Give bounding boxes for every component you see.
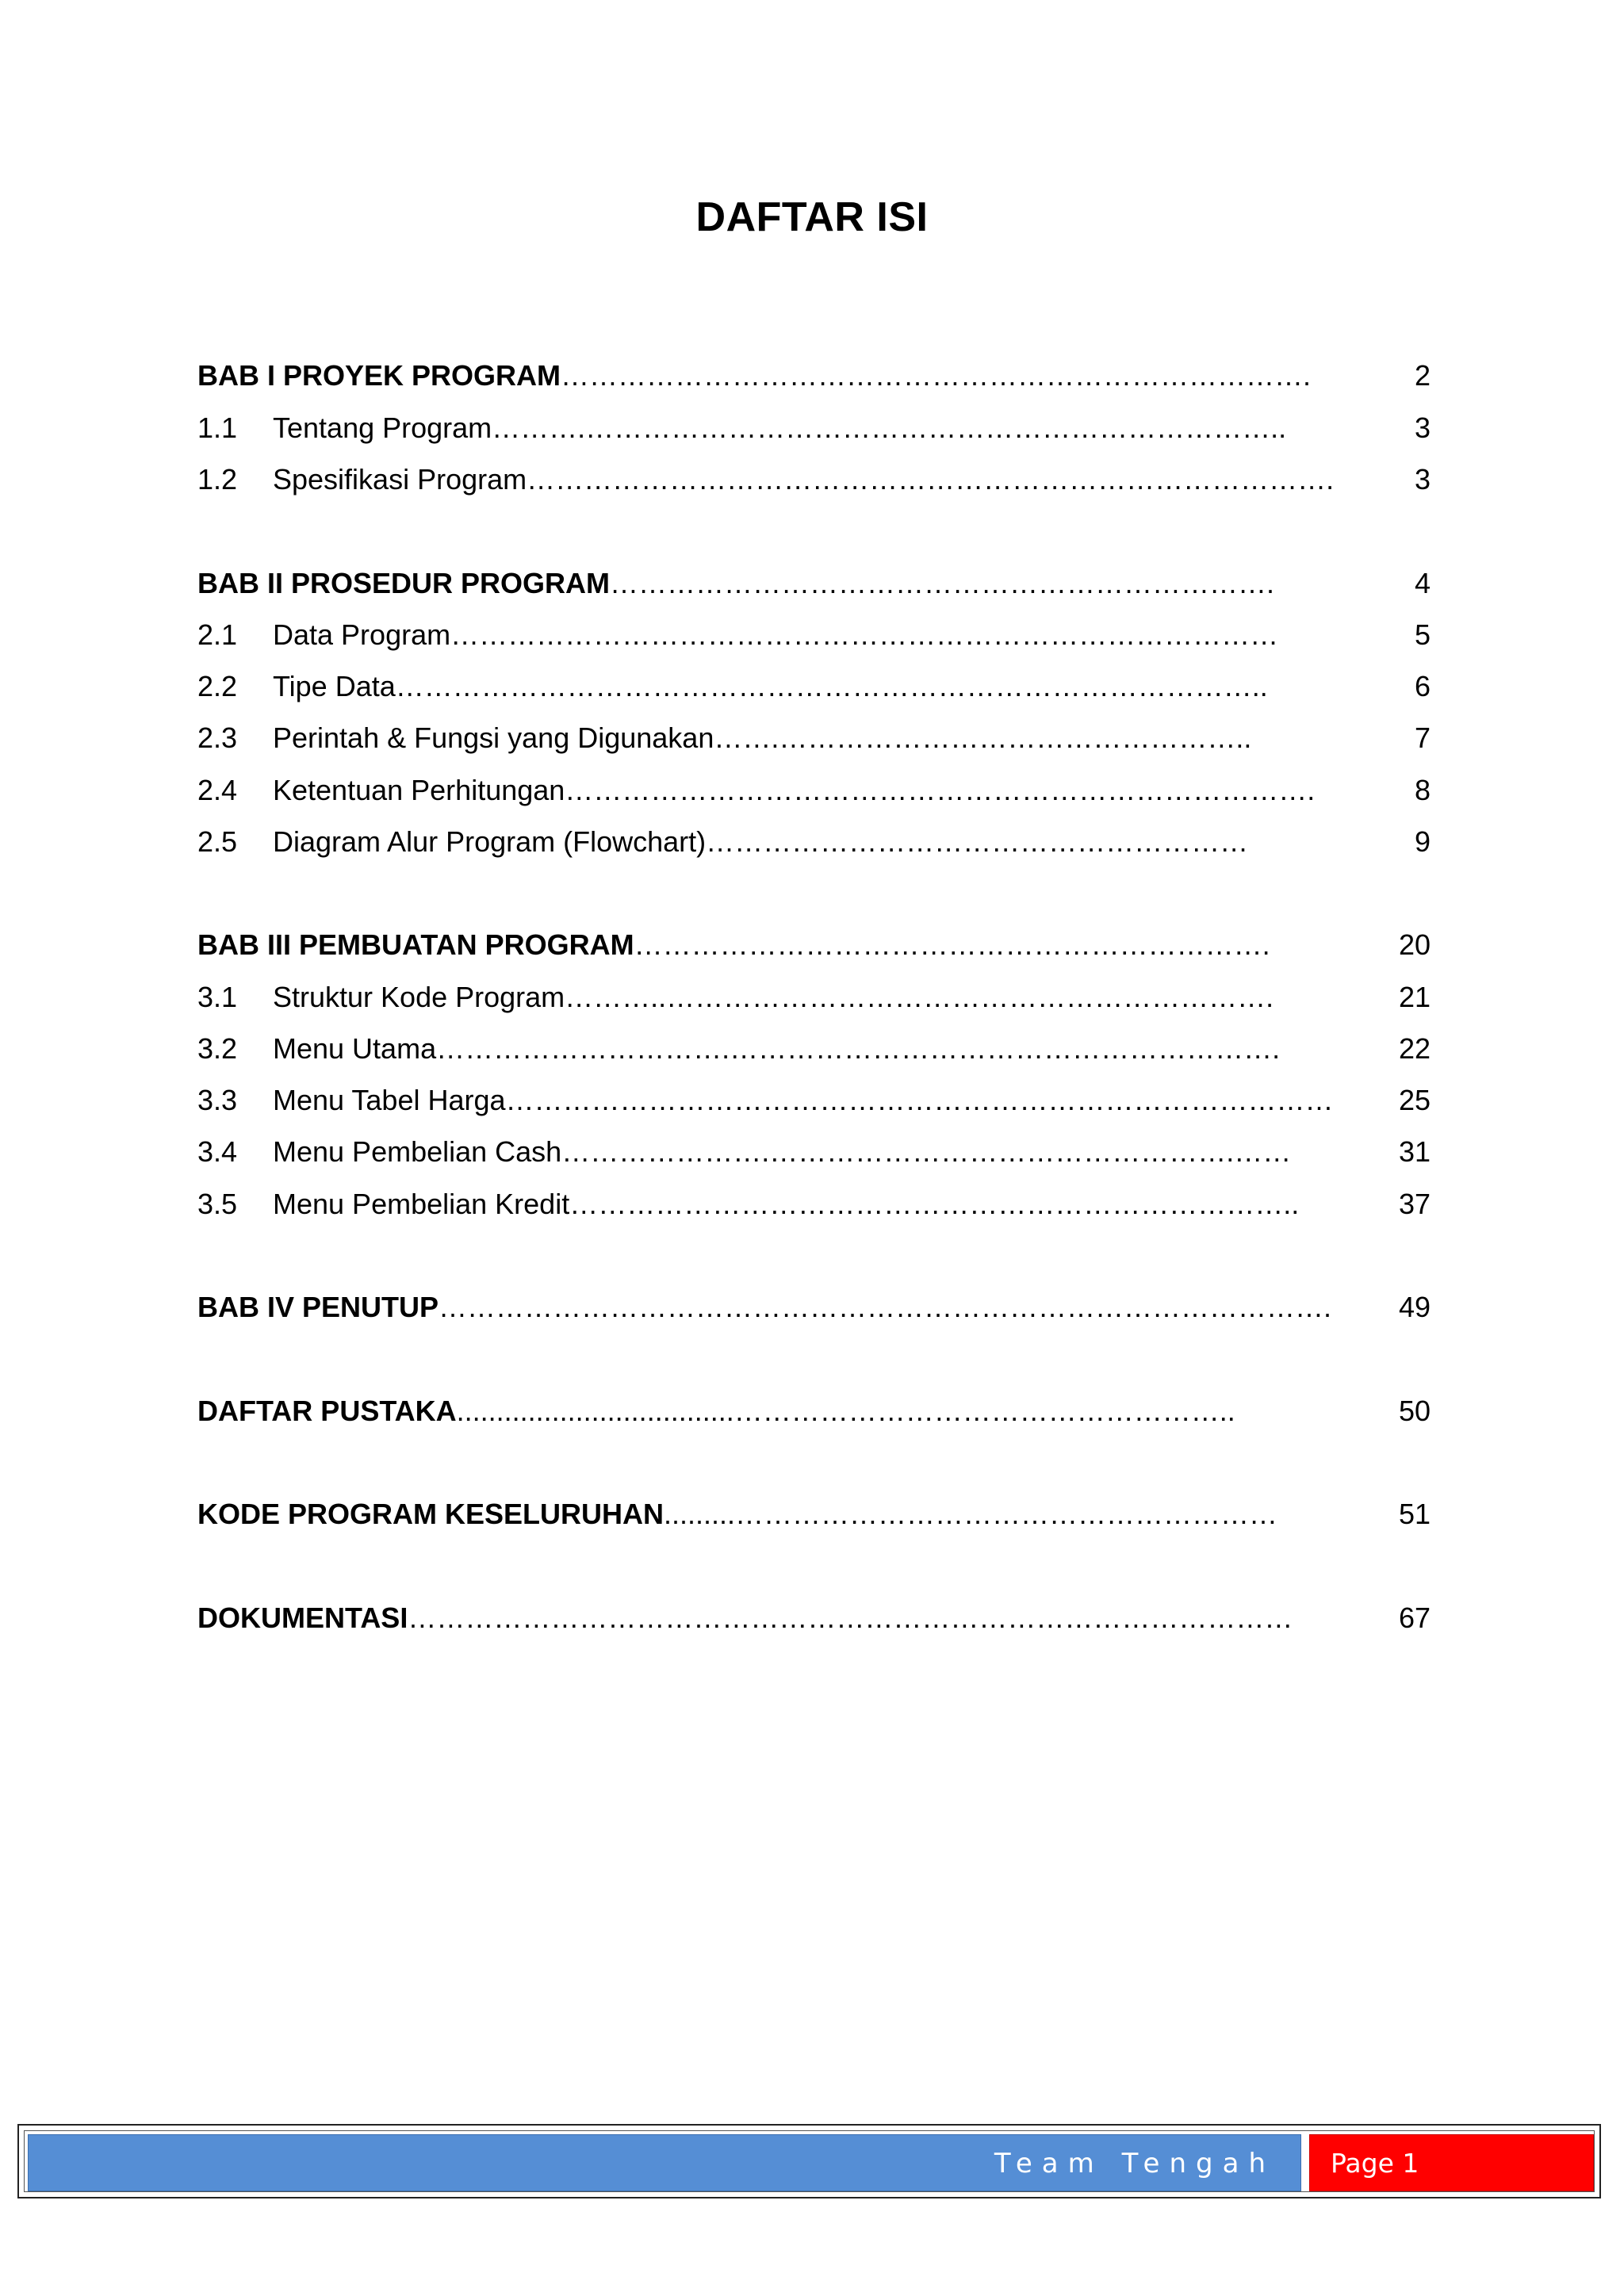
toc-page-number: 31 [1398,1135,1431,1168]
toc-page-number: 7 [1414,721,1431,754]
toc-page-number: 3 [1414,411,1431,444]
toc-entry-1-1[interactable] [197,408,1431,449]
toc-entry-bab4[interactable] [197,1287,1431,1328]
toc-entry-3-2[interactable] [197,1028,1431,1070]
toc-entry-2-4[interactable] [197,770,1431,811]
toc-label: BAB I PROYEK PROGRAM……………………………………………………………………. [197,359,1312,392]
toc-label: Tipe Data……………………………………………………………………………….. [273,670,1268,702]
toc-page-number: 50 [1398,1395,1431,1427]
toc-entry-3-5[interactable] [197,1184,1431,1225]
toc-entry-3-4[interactable] [197,1131,1431,1173]
toc-section-number: 3.5 [197,1188,238,1220]
toc-label: Data Program…………………………………………………………………………… [273,618,1279,651]
toc-label: Menu Pembelian Cash………………….………………………………………….…… [273,1135,1292,1168]
toc-entry-2-2[interactable] [197,666,1431,707]
toc-section-number: 3.1 [197,981,238,1013]
toc-label: Tentang Program……….……………………………………………………………….. [273,411,1287,444]
footer-page-number: Page 1 [1331,2148,1419,2179]
toc-section-number: 2.1 [197,618,238,651]
toc-page-number: 49 [1398,1291,1431,1323]
toc-page-number: 4 [1414,567,1431,599]
toc-label: DAFTAR PUSTAKA...................................…………………………………………….. [197,1395,1235,1427]
toc-page-number: 51 [1398,1498,1431,1530]
footer-page-box [1309,2134,1594,2191]
toc-page-number: 22 [1398,1032,1431,1065]
toc-page-number: 20 [1398,928,1431,961]
toc-page-number: 2 [1414,359,1431,392]
toc-section-number: 3.2 [197,1032,238,1065]
toc-entry-bab3[interactable] [197,924,1431,966]
toc-page-number: 25 [1398,1084,1431,1116]
toc-entry-2-5[interactable] [197,821,1431,863]
toc-entry-3-1[interactable] [197,977,1431,1018]
toc-entry-2-1[interactable] [197,614,1431,656]
toc-section-number: 2.5 [197,825,238,858]
toc-entry-dokumentasi[interactable] [197,1598,1431,1639]
toc-label: Spesifikasi Program…………………………………………………………………………. [273,463,1335,496]
toc-label: Menu Pembelian Kredit………………………………………………………………….. [273,1188,1300,1220]
toc-label: Ketentuan Perhitungan……………………………………………………………………. [273,774,1316,806]
toc-label: BAB III PEMBUATAN PROGRAM…………………………………………………………. [197,928,1270,961]
toc-section-number: 1.1 [197,411,238,444]
toc-page-number: 9 [1414,825,1431,858]
footer-team-bar [28,2134,1301,2191]
toc-entry-daftar-pustaka[interactable] [197,1391,1431,1432]
toc-page-number: 21 [1398,981,1431,1013]
toc-section-number: 3.3 [197,1084,238,1116]
toc-page-number: 37 [1398,1188,1431,1220]
toc-label: Struktur Kode Program………..………………………………………………………. [273,981,1274,1013]
page-title: DAFTAR ISI [695,194,929,240]
toc-section-number: 3.4 [197,1135,238,1168]
toc-label: DOKUMENTASI………………………………………………………………………………… [197,1601,1293,1634]
toc-label: Menu Utama………………………….…………………………………………………. [273,1032,1281,1065]
toc-section-number: 2.2 [197,670,238,702]
toc-entry-bab2[interactable] [197,563,1431,604]
toc-entry-3-3[interactable] [197,1080,1431,1121]
toc-label: BAB IV PENUTUP…………………………………………………………………………………. [197,1291,1332,1323]
toc-section-number: 2.3 [197,721,238,754]
toc-entry-bab1[interactable] [197,355,1431,396]
toc-section-number: 1.2 [197,463,238,496]
toc-page-number: 6 [1414,670,1431,702]
toc-entry-1-2[interactable] [197,459,1431,500]
toc-label: KODE PROGRAM KESELURUHAN.........………………………………………………… [197,1498,1278,1530]
page-footer [17,2124,1601,2198]
toc-section-number: 2.4 [197,774,238,806]
toc-label: Menu Tabel Harga…………………………………………………………………………… [273,1084,1334,1116]
toc-page-number: 5 [1414,618,1431,651]
toc-page-number: 67 [1398,1601,1431,1634]
toc-page-number: 3 [1414,463,1431,496]
toc-entry-2-3[interactable] [197,718,1431,759]
toc-page-number: 8 [1414,774,1431,806]
toc-label: Diagram Alur Program (Flowchart)………………………………………………… [273,825,1249,858]
footer-team-name: Team Tengah [994,2148,1275,2179]
toc-entry-kode-program[interactable] [197,1494,1431,1535]
toc-label: BAB II PROSEDUR PROGRAM……………………………………………………………. [197,567,1275,599]
toc-label: Perintah & Fungsi yang Digunakan…….………………………………………….. [273,721,1252,754]
